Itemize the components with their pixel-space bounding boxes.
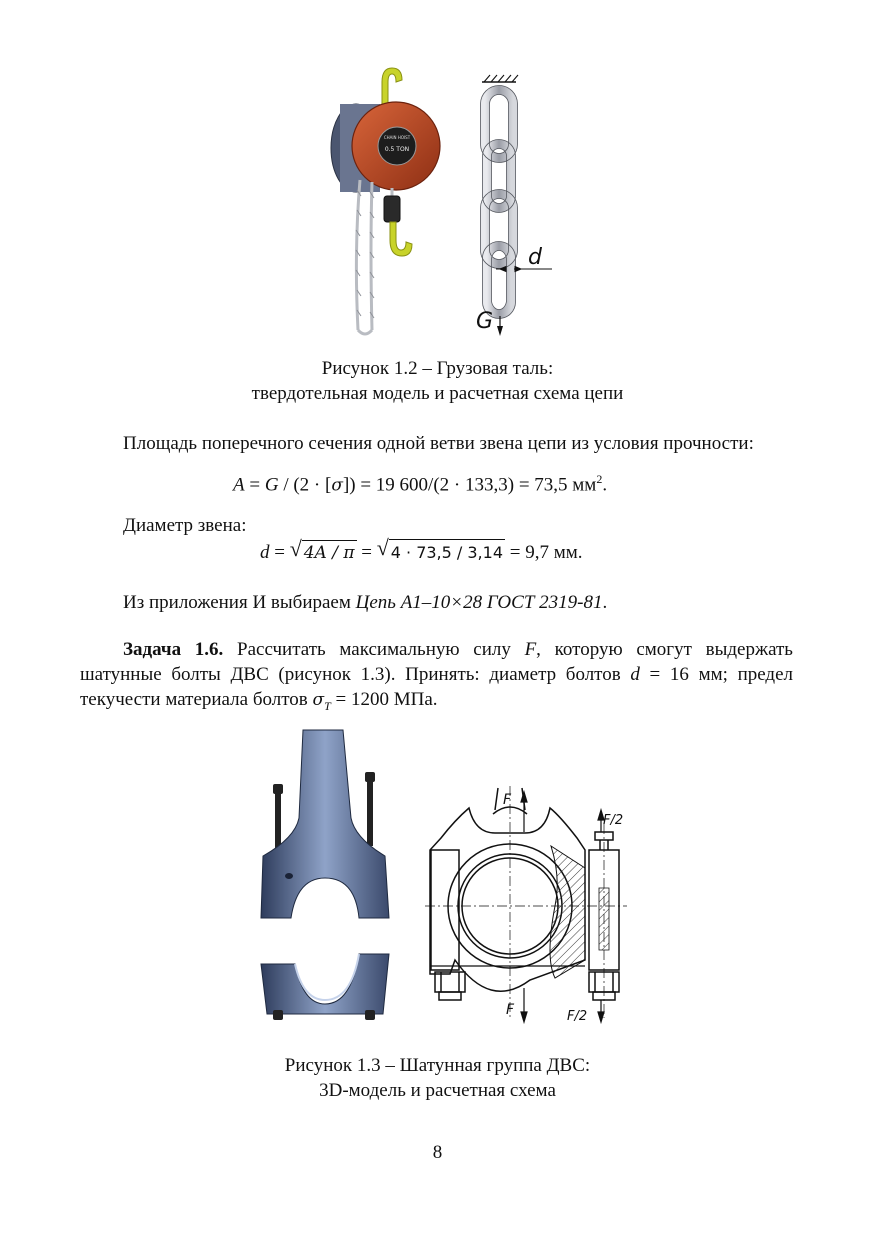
rod-cap bbox=[261, 954, 389, 1014]
sqrt-radicand-2: 4 · 73,5 / 3,14 bbox=[389, 539, 505, 565]
figure-1-2-caption-line1: Рисунок 1.2 – Грузовая таль: bbox=[321, 358, 554, 379]
formula-area-eq: = bbox=[244, 474, 265, 496]
chain-choice-text: Из приложения И выбираем bbox=[123, 592, 356, 613]
label-F2-bottom: F/2 bbox=[567, 1009, 588, 1024]
task-line2-d: d bbox=[630, 664, 640, 685]
task-line3-sub: T bbox=[324, 698, 331, 713]
figure-1-2-caption-line2: твердотельная модель и расчетная схема цепи bbox=[251, 383, 624, 404]
support-hatch bbox=[484, 75, 518, 82]
figure-1-3-svg bbox=[255, 728, 645, 1028]
formula-area-sigma: σ bbox=[331, 475, 343, 496]
force-F-top bbox=[521, 792, 527, 832]
task-line3-a: текучести материала болтов bbox=[80, 689, 313, 710]
task-label: Задача 1.6. bbox=[123, 639, 224, 660]
figure-1-3-caption-line2: 3D-модель и расчетная схема bbox=[319, 1080, 556, 1101]
bolt-right bbox=[365, 772, 375, 846]
task-line1-b: , которую смогут выдержать bbox=[536, 639, 793, 660]
figure-1-2 bbox=[300, 60, 590, 340]
formula-area-end: . bbox=[602, 474, 608, 496]
force-F2-bottom bbox=[598, 1000, 604, 1022]
rod-oil-hole bbox=[285, 873, 293, 879]
task-line3-b: = 1200 МПа. bbox=[330, 689, 438, 710]
formula-area bbox=[233, 467, 607, 498]
figure-1-2-svg bbox=[300, 60, 590, 340]
page-number: 8 bbox=[432, 1142, 443, 1163]
chain-choice-end: . bbox=[602, 592, 608, 613]
hoist-label-top: CHAIN HOIST bbox=[383, 135, 411, 140]
task-1-6-line2 bbox=[80, 662, 793, 687]
formula-area-sup: 2 bbox=[596, 472, 603, 486]
formula-area-g: G bbox=[264, 474, 279, 496]
formula-area-mid1: / (2 · [ bbox=[278, 474, 332, 496]
hoist-label-capacity: 0.5 TON bbox=[384, 146, 410, 153]
paragraph-diameter: Диаметр звена: bbox=[123, 515, 247, 536]
force-g-arrowhead bbox=[497, 326, 503, 336]
sqrt-radicand-1: 4A / π bbox=[302, 540, 357, 566]
bottom-hook bbox=[390, 222, 412, 256]
formula-diameter-lhs: d bbox=[260, 542, 270, 563]
force-F-bottom bbox=[521, 988, 527, 1022]
sqrt-sign-2: √ bbox=[376, 535, 389, 560]
task-line1-F: F bbox=[524, 639, 537, 660]
formula-diameter-eq1: = bbox=[269, 542, 290, 563]
sqrt-2 bbox=[376, 535, 505, 565]
task-line2-b: = 16 мм; предел bbox=[639, 664, 793, 685]
label-F2-top: F/2 bbox=[603, 813, 624, 828]
label-F-bottom: F bbox=[506, 1002, 515, 1018]
task-line3-sigma: σ bbox=[312, 690, 325, 710]
figure-1-3-caption-line1: Рисунок 1.3 – Шатунная группа ДВС: bbox=[284, 1055, 591, 1076]
paragraph-chain-choice bbox=[123, 590, 607, 615]
task-1-6-line3 bbox=[80, 687, 438, 719]
formula-diameter-eq2: = bbox=[356, 542, 377, 563]
hook-block bbox=[384, 196, 400, 222]
dimension-d bbox=[496, 267, 552, 272]
scheme-label-d: d bbox=[528, 245, 542, 270]
formula-area-lhs: A bbox=[233, 474, 245, 496]
formula-diameter bbox=[260, 535, 583, 566]
formula-area-mid2: ]) = 19 600/(2 · 133,3) = 73,5 мм bbox=[342, 474, 597, 496]
figure-1-3 bbox=[255, 728, 645, 1028]
hand-chain bbox=[356, 180, 372, 334]
label-F-top: F bbox=[503, 792, 512, 808]
chain-choice-designation: Цепь А1–10×28 ГОСТ 2319-81 bbox=[355, 592, 603, 613]
sqrt-sign-1: √ bbox=[289, 536, 302, 561]
formula-diameter-end: = 9,7 мм. bbox=[505, 542, 583, 563]
scheme-label-g: G bbox=[476, 309, 494, 334]
sqrt-1 bbox=[289, 536, 357, 566]
task-1-6-line1 bbox=[123, 637, 793, 662]
scheme-hatched-section bbox=[550, 846, 585, 978]
paragraph-area-condition: Площадь поперечного сечения одной ветви звена цепи из условия прочности: bbox=[123, 433, 754, 454]
task-line2-a: шатунные болты ДВС (рисунок 1.3). Принять: диаметр болтов bbox=[80, 664, 631, 685]
task-line1-a: Рассчитать максимальную силу bbox=[223, 639, 525, 660]
